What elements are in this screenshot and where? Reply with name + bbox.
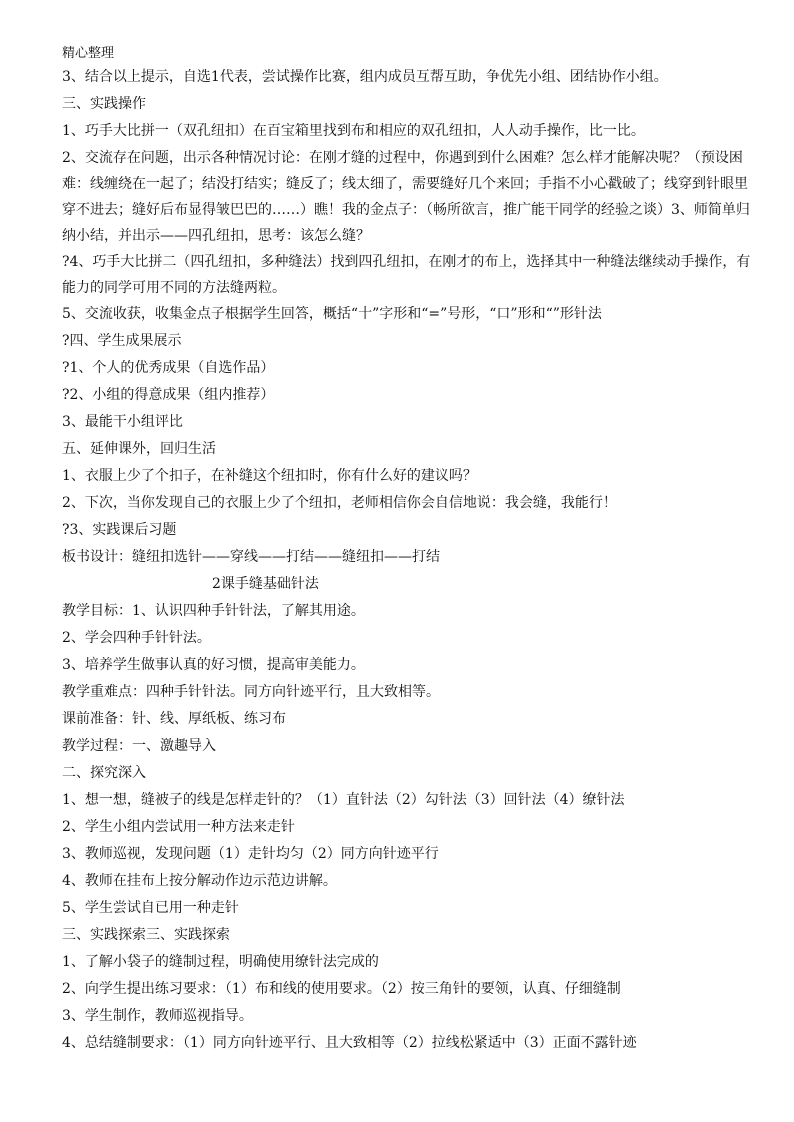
- page-header: 精心整理: [62, 46, 115, 61]
- paragraph: 五、延伸课外，回归生活: [62, 441, 216, 457]
- paragraph: 三、实践操作: [62, 96, 146, 112]
- paragraph: 2、学会四种手针针法。: [62, 630, 211, 646]
- paragraph: 教学过程：一、激趣导入: [62, 738, 216, 754]
- paragraph: 3、培养学生做事认真的好习惯，提高审美能力。: [62, 657, 365, 673]
- paragraph: 课前准备：针、线、厚纸板、练习布: [62, 711, 286, 727]
- paragraph: 4、总结缝制要求：（1）同方向针迹平行、且大致相等（2）拉线松紧适中（3）正面不露针迹: [62, 1035, 637, 1051]
- paragraph: 4、教师在挂布上按分解动作边示范边讲解。: [62, 873, 337, 889]
- paragraph: 三、实践探索三、实践探索: [62, 927, 230, 943]
- paragraph: 2、交流存在问题，出示各种情况讨论：在刚才缝的过程中，你遇到到什么困难？怎么样才能解决呢？（预设困难：线缠绕在一起了；结没打结实；缝反了；线太细了，需要缝好几个来回；手指不小心戳破了；线穿到针眼里穿不进去；缝好后布显得皱巴巴的……）瞧！我的金点子：（畅所欲言，推广能干同学的经验之谈）3、师简单归纳小结，并出示——四孔纽扣，思考：该怎么缝？: [62, 150, 750, 244]
- paragraph: 教学目标：1、认识四种手针针法，了解其用途。: [62, 603, 365, 619]
- document-body: [62, 64, 752, 1057]
- paragraph: 1、巧手大比拼一（双孔纽扣）在百宝箱里找到布和相应的双孔纽扣，人人动手操作，比一比。: [62, 123, 645, 139]
- paragraph: 3、教师巡视，发现问题（1）走针均匀（2）同方向针迹平行: [62, 846, 439, 862]
- paragraph: 2、下次，当你发现自己的衣服上少了个纽扣，老师相信你会自信地说：我会缝，我能行！: [62, 495, 617, 511]
- paragraph: ?4、巧手大比拼二（四孔纽扣，多种缝法）找到四孔纽扣，在刚才的布上，选择其中一种缝法继续动手操作，有能力的同学可用不同的方法缝两粒。: [62, 254, 751, 296]
- paragraph: 1、了解小袋子的缝制过程，明确使用缭针法完成的: [62, 954, 379, 970]
- paragraph: ?2、小组的得意成果（组内推荐）: [62, 387, 275, 403]
- paragraph: 1、想一想，缝被子的线是怎样走针的？（1）直针法（2）勾针法（3）回针法（4）缭针法: [62, 792, 625, 808]
- paragraph: 3、学生制作，教师巡视指导。: [62, 1008, 253, 1024]
- paragraph: 5、交流收获，收集金点子根据学生回答，概括“十”字形和“=”号形，“口”形和“”形针法: [62, 306, 602, 322]
- paragraph: ?1、个人的优秀成果（自选作品）: [62, 360, 275, 376]
- paragraph: 教学重难点：四种手针针法。同方向针迹平行，且大致相等。: [62, 684, 440, 700]
- paragraph: ?四、学生成果展示: [62, 333, 182, 349]
- paragraph: 二、探究深入: [62, 765, 146, 781]
- paragraph: 1、衣服上少了个扣子，在补缝这个纽扣时，你有什么好的建议吗？: [62, 468, 477, 484]
- paragraph: 5、学生尝试自已用一种走针: [62, 900, 239, 916]
- paragraph: 3、最能干小组评比: [62, 414, 183, 430]
- paragraph: 2、学生小组内尝试用一种方法来走针: [62, 819, 295, 835]
- paragraph: 3、结合以上提示，自选1代表，尝试操作比赛，组内成员互帮互助，争优先小组、团结协作小组。: [62, 69, 668, 85]
- section-title: 2课手缝基础针法: [212, 576, 319, 592]
- paragraph: 板书设计：缝纽扣选针——穿线——打结——缝纽扣——打结: [62, 549, 440, 565]
- paragraph: 2、向学生提出练习要求：（1）布和线的使用要求。（2）按三角针的要领，认真、仔细缝制: [62, 981, 621, 997]
- paragraph: ?3、实践课后习题: [62, 522, 177, 538]
